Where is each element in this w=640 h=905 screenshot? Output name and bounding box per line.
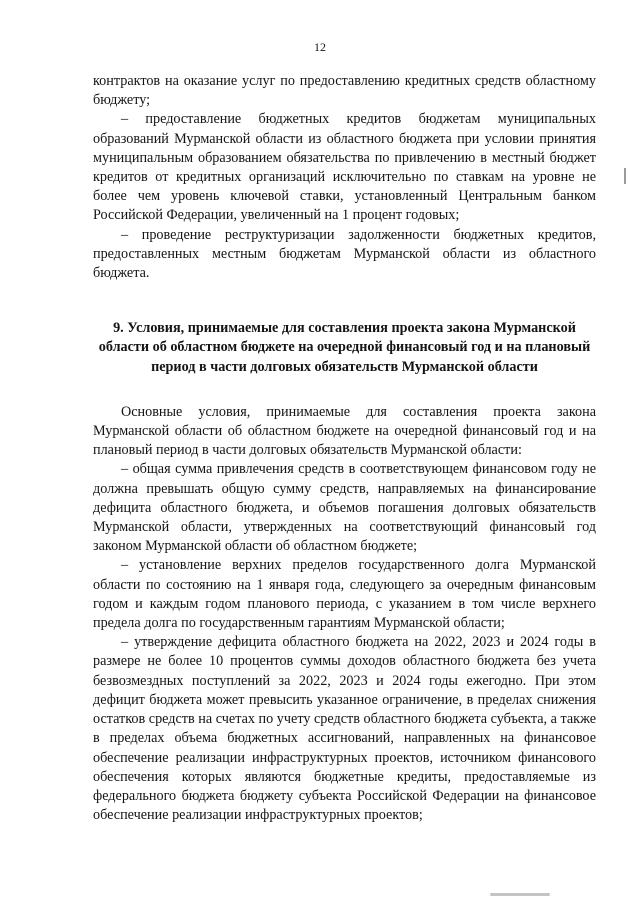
list-item-total-borrowing: – общая сумма привлечения средств в соответствующем финансовом году не должна превышать общую сумму средств, направляемых на финансирование дефицита областного бюджета, и объемов погашения долговых обязательств Мурманской области, утвержденных на соответствующий финансовый год законом Мурманской области об областном бюджете;: [93, 461, 596, 555]
list-item-restructuring: – проведение реструктуризации задолженности бюджетных кредитов, предоставленных местным бюджетам Мурманской области из областного бюджета.: [93, 226, 596, 282]
paragraph-continuation: контрактов на оказание услуг по предоставлению кредитных средств областному бюджету;: [93, 73, 596, 109]
list-item-deficit: – утверждение дефицита областного бюджета на 2022, 2023 и 2024 годы в размере не более 10 процентов суммы доходов областного бюджета без учета безвозмездных поступлений за 2022, 2023 и 2024 годы ежегодно. При этом дефицит бюджета может превысить указанное ограничение, в пределах снижения остатков средств на счетах по учету средств областного бюджета субъекта, а также в пределах объема бюджетных ассигнований, направленных на финансовое обеспечение реализации инфраструктурных проектов, источником финансового обеспечения которых являются бюджетные кредиты, предоставляемые из федерального бюджета бюджету субъекта Российской Федерации на финансовое обеспечение реализации инфраструктурных проектов;: [93, 634, 596, 824]
scan-edge-mark: [624, 168, 626, 184]
document-body: [93, 72, 596, 825]
spacer: [93, 283, 596, 319]
list-item-debt-limits: – установление верхних пределов государственного долга Мурманской области по состоянию на 1 января года, следующего за очередным финансовым годом и каждым годом планового периода, с указанием в том числе верхнего предела долга по государственным гарантиям Мурманской области;: [93, 557, 596, 632]
list-item-budget-credits: – предоставление бюджетных кредитов бюджетам муниципальных образований Мурманской области из областного бюджета при условии принятия муниципальным образованием обязательства по привлечению в местный бюджет кредитов от кредитных организаций исключительно по ставкам на уровне не более чем уровень ключевой ставки, установленный Центральным банком Российской Федерации, увеличенный на 1 процент годовых;: [93, 111, 596, 224]
page-number: 12: [314, 40, 326, 54]
spacer: [93, 377, 596, 403]
section-heading: 9. Условия, принимаемые для составления проекта закона Мурманской области об областном бюджете на очередной финансовый год и на плановый период в части долговых обязательств Мурманской области: [98, 320, 591, 375]
paragraph-intro: Основные условия, принимаемые для составления проекта закона Мурманской области об областном бюджете на очередной финансовый год и на плановый период в части долговых обязательств Мурманской области:: [93, 403, 596, 459]
scan-smudge: [490, 893, 550, 896]
